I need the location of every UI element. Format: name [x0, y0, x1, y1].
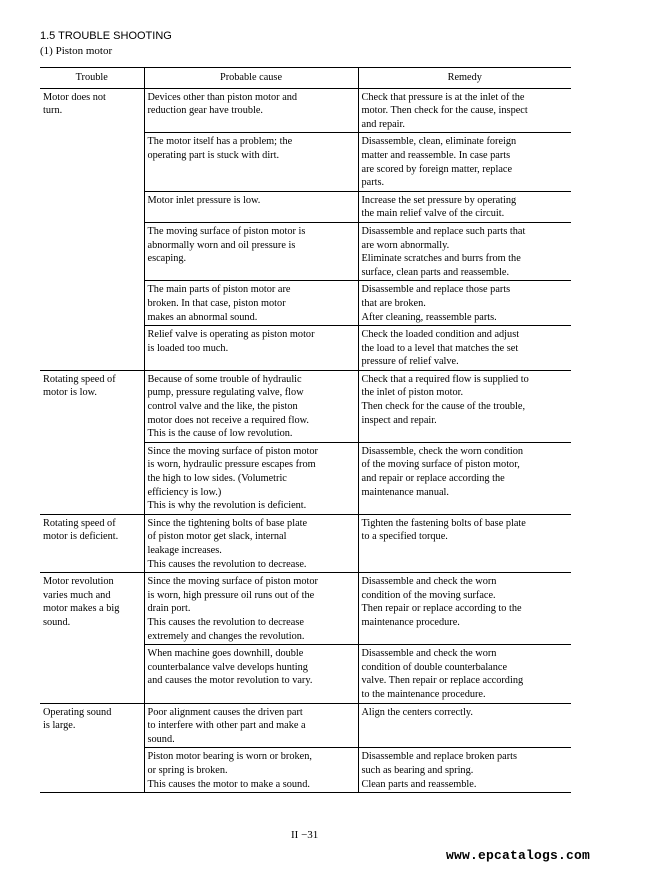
- cause-cell-line: Since the moving surface of piston motor: [147, 445, 318, 457]
- cause-cell-line: Because of some trouble of hydraulic: [147, 373, 302, 385]
- remedy-cell-line: are scored by foreign matter, replace: [361, 163, 513, 175]
- trouble-cell-line: Rotating speed of: [43, 517, 116, 529]
- cause-cell: [144, 222, 358, 280]
- cause-cell-line: Motor inlet pressure is low.: [147, 194, 261, 206]
- cause-cell: [144, 326, 358, 371]
- remedy-cell-line: to the maintenance procedure.: [361, 688, 486, 700]
- cause-cell-line: control valve and the like, the piston: [147, 401, 298, 413]
- cause-cell-line: to interfere with other part and make a: [147, 720, 306, 732]
- remedy-cell-line: Check that pressure is at the inlet of the: [361, 91, 525, 103]
- cause-cell: [144, 703, 358, 748]
- remedy-cell: [358, 133, 571, 191]
- cause-cell-line: is worn, high pressure oil runs out of the: [147, 589, 315, 601]
- header-probable-cause: Probable cause: [144, 68, 358, 89]
- cause-cell: [144, 88, 358, 133]
- remedy-cell-line: Clean parts and reassemble.: [361, 778, 477, 790]
- cause-cell: [144, 748, 358, 793]
- trouble-cell-line: motor is low.: [43, 387, 97, 399]
- cause-cell-line: efficiency is low.): [147, 486, 222, 498]
- cause-cell-line: Devices other than piston motor and: [147, 91, 298, 103]
- cause-cell-line: escaping.: [147, 253, 187, 265]
- remedy-cell-line: maintenance manual.: [361, 486, 449, 498]
- cause-cell-line: and causes the motor revolution to vary.: [147, 675, 313, 687]
- cause-cell: [144, 442, 358, 514]
- cause-cell-line: This causes the revolution to decrease: [147, 616, 304, 628]
- cause-cell-line: This is why the revolution is deficient.: [147, 500, 307, 512]
- table-row: [40, 703, 571, 748]
- remedy-cell-line: Disassemble, clean, eliminate foreign: [361, 136, 517, 148]
- cause-cell-line: pump, pressure regulating valve, flow: [147, 387, 304, 399]
- trouble-cell-line: sound.: [43, 616, 71, 628]
- remedy-cell-line: Disassemble and replace broken parts: [361, 751, 518, 763]
- remedy-cell-line: Eliminate scratches and burrs from the: [361, 253, 521, 265]
- cause-cell-line: operating part is stuck with dirt.: [147, 149, 280, 161]
- remedy-cell-line: and repair.: [361, 118, 405, 130]
- trouble-cell: [40, 514, 144, 572]
- remedy-cell-line: Check the loaded condition and adjust: [361, 329, 520, 341]
- remedy-cell: [358, 514, 571, 572]
- trouble-cell: [40, 573, 144, 703]
- remedy-cell: [358, 573, 571, 645]
- table-row: [40, 514, 571, 572]
- watermark: www.epcatalogs.com: [446, 848, 591, 863]
- remedy-cell-line: Increase the set pressure by operating: [361, 194, 517, 206]
- trouble-cell-line: Operating sound: [43, 706, 112, 718]
- page-number: II −31: [291, 829, 319, 841]
- cause-cell-line: reduction gear have trouble.: [147, 105, 264, 117]
- cause-cell-line: drain port.: [147, 603, 191, 615]
- cause-cell-line: or spring is broken.: [147, 764, 228, 776]
- cause-cell-line: This causes the revolution to decrease.: [147, 558, 307, 570]
- cause-cell-line: is loaded too much.: [147, 342, 229, 354]
- trouble-cell-line: motor makes a big: [43, 603, 120, 615]
- cause-cell: [144, 645, 358, 703]
- cause-cell-line: When machine goes downhill, double: [147, 648, 304, 660]
- remedy-cell-line: valve. Then repair or replace according: [361, 675, 524, 687]
- table-row: [40, 370, 571, 442]
- cause-cell-line: sound.: [147, 733, 175, 745]
- remedy-cell: [358, 442, 571, 514]
- cause-cell-line: This is the cause of low revolution.: [147, 428, 293, 440]
- table-row: [40, 88, 571, 133]
- cause-cell-line: extremely and changes the revolution.: [147, 630, 305, 642]
- remedy-cell-line: Disassemble and check the worn: [361, 576, 497, 588]
- cause-cell-line: broken. In that case, piston motor: [147, 297, 286, 309]
- remedy-cell-line: parts.: [361, 177, 385, 189]
- remedy-cell: [358, 191, 571, 222]
- sub-title: (1) Piston motor: [40, 45, 113, 57]
- remedy-cell-line: such as bearing and spring.: [361, 764, 474, 776]
- trouble-cell-line: Motor revolution: [43, 576, 114, 588]
- remedy-cell-line: condition of double counterbalance: [361, 661, 508, 673]
- remedy-cell: [358, 326, 571, 371]
- cause-cell: [144, 133, 358, 191]
- trouble-cell-line: motor is deficient.: [43, 531, 119, 543]
- cause-cell: [144, 281, 358, 326]
- cause-cell-line: motor does not receive a required flow.: [147, 414, 309, 426]
- trouble-cell: [40, 703, 144, 793]
- section-title: 1.5 TROUBLE SHOOTING: [40, 30, 172, 42]
- remedy-cell-line: Check that a required flow is supplied to: [361, 373, 529, 385]
- table-row: [40, 573, 571, 645]
- cause-cell-line: The motor itself has a problem; the: [147, 136, 293, 148]
- trouble-cell: [40, 370, 144, 514]
- cause-cell-line: Piston motor bearing is worn or broken,: [147, 751, 312, 763]
- remedy-cell: [358, 222, 571, 280]
- cause-cell-line: of piston motor get slack, internal: [147, 531, 287, 543]
- cause-cell-line: abnormally worn and oil pressure is: [147, 239, 296, 251]
- remedy-cell-line: condition of the moving surface.: [361, 589, 496, 601]
- cause-cell-line: is worn, hydraulic pressure escapes from: [147, 459, 316, 471]
- remedy-cell-line: are worn abnormally.: [361, 239, 450, 251]
- remedy-cell: [358, 645, 571, 703]
- remedy-cell-line: Disassemble and replace those parts: [361, 284, 511, 296]
- header-remedy: Remedy: [358, 68, 571, 89]
- remedy-cell-line: and repair or replace according the: [361, 473, 505, 485]
- remedy-cell: [358, 370, 571, 442]
- trouble-shooting-table: [40, 67, 571, 793]
- remedy-cell-line: Align the centers correctly.: [361, 706, 473, 718]
- cause-cell: [144, 514, 358, 572]
- remedy-cell-line: the load to a level that matches the set: [361, 342, 519, 354]
- remedy-cell-line: Disassemble and replace such parts that: [361, 225, 526, 237]
- cause-cell-line: The moving surface of piston motor is: [147, 225, 306, 237]
- remedy-cell-line: Then repair or replace according to the: [361, 603, 522, 615]
- cause-cell-line: makes an abnormal sound.: [147, 311, 258, 323]
- cause-cell-line: leakage increases.: [147, 545, 222, 556]
- cause-cell-line: counterbalance valve develops hunting: [147, 661, 308, 673]
- cause-cell: [144, 191, 358, 222]
- cause-cell-line: The main parts of piston motor are: [147, 284, 291, 296]
- trouble-cell-line: is large.: [43, 720, 76, 732]
- remedy-cell-line: that are broken.: [361, 297, 426, 309]
- cause-cell-line: Since the moving surface of piston motor: [147, 576, 318, 588]
- trouble-cell-line: turn.: [43, 105, 63, 117]
- table-body: [40, 88, 571, 793]
- remedy-cell-line: the main relief valve of the circuit.: [361, 208, 505, 220]
- trouble-cell-line: Rotating speed of: [43, 373, 116, 385]
- remedy-cell: [358, 281, 571, 326]
- remedy-cell-line: matter and reassemble. In case parts: [361, 149, 511, 161]
- remedy-cell: [358, 88, 571, 133]
- cause-cell-line: Poor alignment causes the driven part: [147, 706, 303, 718]
- header-trouble: Trouble: [40, 68, 144, 89]
- cause-cell-line: Since the tightening bolts of base plate: [147, 517, 308, 529]
- trouble-cell-line: varies much and: [43, 589, 111, 601]
- cause-cell-line: Relief valve is operating as piston motor: [147, 329, 315, 341]
- remedy-cell: [358, 748, 571, 793]
- remedy-cell-line: Disassemble, check the worn condition: [361, 445, 524, 457]
- remedy-cell-line: of the moving surface of piston motor,: [361, 459, 520, 471]
- remedy-cell-line: Then check for the cause of the trouble,: [361, 401, 526, 413]
- remedy-cell-line: pressure of relief valve.: [361, 356, 459, 368]
- remedy-cell-line: Disassemble and check the worn: [361, 648, 497, 660]
- remedy-cell-line: to a specified torque.: [361, 531, 448, 543]
- cause-cell: [144, 370, 358, 442]
- remedy-cell-line: motor. Then check for the cause, inspect: [361, 105, 528, 117]
- trouble-cell: [40, 88, 144, 370]
- remedy-cell: [358, 703, 571, 748]
- remedy-cell-line: surface, clean parts and reassemble.: [361, 266, 510, 278]
- cause-cell-line: the high to low sides. (Volumetric: [147, 473, 287, 485]
- remedy-cell-line: After cleaning, reassemble parts.: [361, 311, 497, 323]
- table-header-row: [40, 68, 571, 89]
- remedy-cell-line: Tighten the fastening bolts of base plate: [361, 517, 526, 529]
- remedy-cell-line: maintenance procedure.: [361, 616, 460, 628]
- cause-cell: [144, 573, 358, 645]
- trouble-cell-line: Motor does not: [43, 91, 106, 103]
- remedy-cell-line: inspect and repair.: [361, 414, 437, 426]
- remedy-cell-line: the inlet of piston motor.: [361, 387, 464, 399]
- cause-cell-line: This causes the motor to make a sound.: [147, 778, 310, 790]
